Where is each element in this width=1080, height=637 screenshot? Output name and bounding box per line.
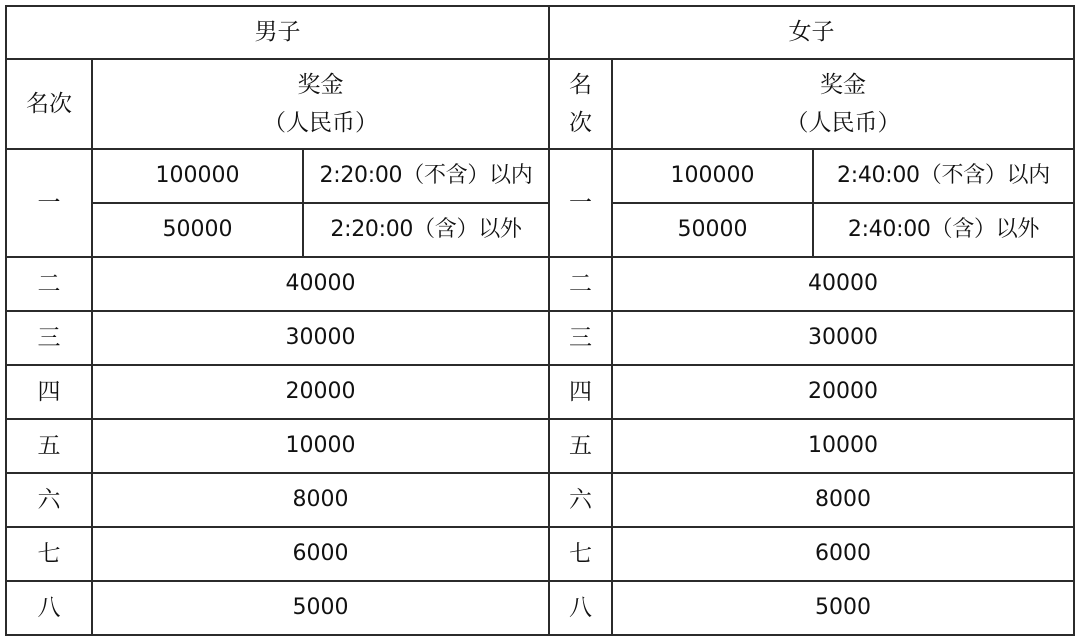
- women-rank-header-char-2: 次: [569, 110, 592, 136]
- women-amount-cell: 20000: [612, 365, 1074, 419]
- women-rank-cell: 三: [549, 311, 612, 365]
- women-amount-cell: 30000: [612, 311, 1074, 365]
- table-row: [6, 581, 1074, 635]
- men-group-header: 男子: [6, 6, 549, 59]
- table-row: [6, 527, 1074, 581]
- column-header-row: [6, 59, 1074, 149]
- women-first-amount-tier-2: 50000: [612, 203, 813, 257]
- men-rank-cell: 三: [6, 311, 92, 365]
- men-first-amount-tier-2: 50000: [92, 203, 303, 257]
- men-amount-cell: 30000: [92, 311, 549, 365]
- men-rank-header: 名次: [6, 59, 92, 149]
- men-amount-cell: 6000: [92, 527, 549, 581]
- women-amount-cell: 40000: [612, 257, 1074, 311]
- men-rank-cell: 七: [6, 527, 92, 581]
- women-rank-cell: 七: [549, 527, 612, 581]
- women-prize-header-title: 奖金: [820, 71, 866, 98]
- women-first-condition-tier-1: 2:40:00（不含）以内: [813, 149, 1074, 203]
- women-rank-cell: 四: [549, 365, 612, 419]
- first-place-row-tier-2: [6, 203, 1074, 257]
- men-amount-cell: 10000: [92, 419, 549, 473]
- women-first-amount-tier-1: 100000: [612, 149, 813, 203]
- men-rank-cell: 五: [6, 419, 92, 473]
- women-amount-cell: 10000: [612, 419, 1074, 473]
- women-rank-header-char-1: 名: [569, 71, 592, 98]
- table-row: [6, 257, 1074, 311]
- men-amount-cell: 8000: [92, 473, 549, 527]
- men-amount-cell: 40000: [92, 257, 549, 311]
- men-rank-cell: 八: [6, 581, 92, 635]
- table-row: [6, 311, 1074, 365]
- table-row: [6, 473, 1074, 527]
- women-prize-header-label: [613, 72, 1073, 137]
- men-first-condition-tier-1: 2:20:00（不含）以内: [303, 149, 549, 203]
- women-group-header: 女子: [549, 6, 1074, 59]
- women-rank-cell: 六: [549, 473, 612, 527]
- women-amount-cell: 6000: [612, 527, 1074, 581]
- group-header-row: [6, 6, 1074, 59]
- men-prize-header-unit: （人民币）: [263, 110, 378, 136]
- men-rank-cell: 一: [6, 149, 92, 257]
- men-rank-cell: 六: [6, 473, 92, 527]
- men-amount-cell: 5000: [92, 581, 549, 635]
- men-amount-cell: 20000: [92, 365, 549, 419]
- men-first-amount-tier-1: 100000: [92, 149, 303, 203]
- first-place-row-tier-1: [6, 149, 1074, 203]
- men-rank-cell: 四: [6, 365, 92, 419]
- women-rank-header-label: [550, 72, 611, 137]
- women-rank-cell: 八: [549, 581, 612, 635]
- women-prize-header: [612, 59, 1074, 149]
- men-prize-header: [92, 59, 549, 149]
- women-amount-cell: 8000: [612, 473, 1074, 527]
- prize-money-table: [5, 5, 1075, 636]
- men-prize-header-label: [93, 72, 548, 137]
- women-rank-cell: 二: [549, 257, 612, 311]
- table-row: [6, 365, 1074, 419]
- men-prize-header-title: 奖金: [297, 71, 344, 98]
- men-rank-cell: 二: [6, 257, 92, 311]
- women-amount-cell: 5000: [612, 581, 1074, 635]
- table-row: [6, 419, 1074, 473]
- women-rank-header: [549, 59, 612, 149]
- women-rank-cell: 一: [549, 149, 612, 257]
- women-first-condition-tier-2: 2:40:00（含）以外: [813, 203, 1074, 257]
- men-first-condition-tier-2: 2:20:00（含）以外: [303, 203, 549, 257]
- women-prize-header-unit: （人民币）: [785, 110, 901, 136]
- women-rank-cell: 五: [549, 419, 612, 473]
